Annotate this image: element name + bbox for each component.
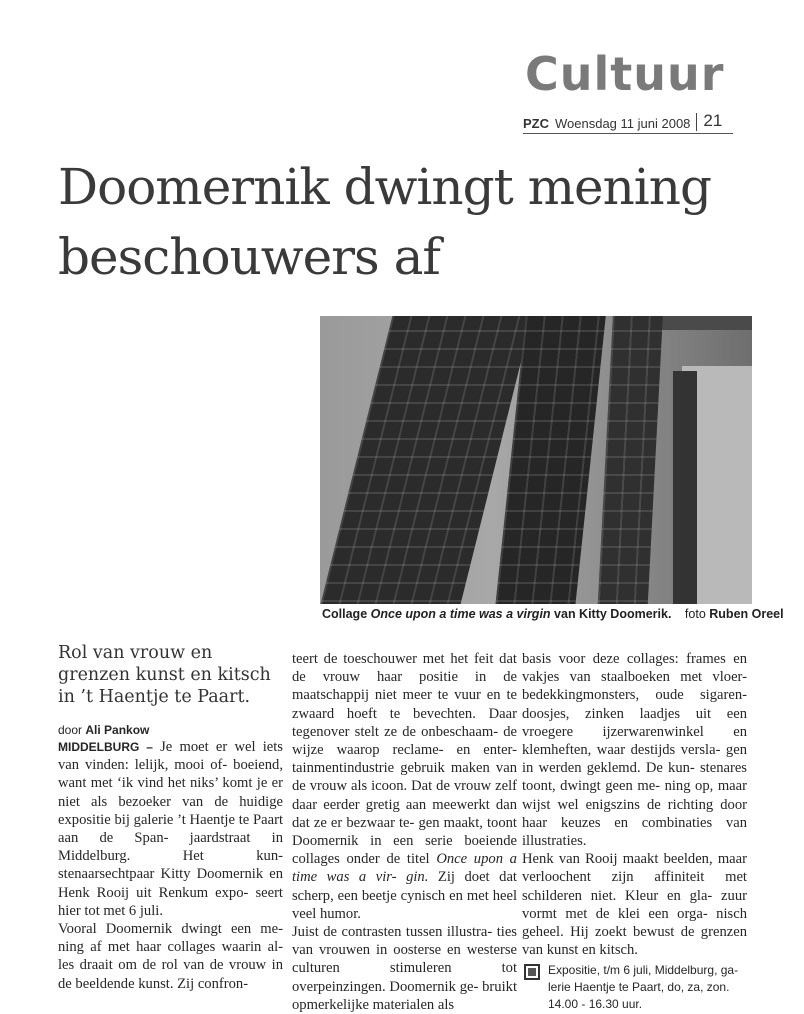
dateline-city: MIDDELBURG – xyxy=(58,740,153,754)
photo-credit-label: foto xyxy=(684,607,706,621)
caption-prefix: Collage xyxy=(322,607,368,621)
byline-author: Ali Pankow xyxy=(85,723,150,737)
paragraph: basis voor deze collages: frames en vakjes van staalboeken met vloer- bedekkingmonsters, oude sigaren- doosjes, zinken laadjes uit een vroegere ijzerwarenwinkel en klemheften, waar destijds versla- gen in werden geklemd. De kun- stenares toont, dwingt geen me- ning op, maar wijst wel enigszins de richting door haar keuzes en combinaties van illustraties. xyxy=(522,651,747,850)
article-column-3 xyxy=(522,650,747,1013)
paragraph-text: Zij doet dat scherp, een beetje cynisch en met heel veel humor. xyxy=(292,869,517,922)
collage-series-title: Once upon a time was a vir- gin. xyxy=(292,851,517,886)
section-title: Cultuur xyxy=(525,47,725,101)
dateline-divider xyxy=(696,113,697,131)
article-column-2 xyxy=(292,650,517,1014)
headline xyxy=(58,152,758,292)
dateline xyxy=(523,111,733,134)
square-bullet-icon xyxy=(524,964,540,980)
article-column-1 xyxy=(58,640,283,993)
page-number: 21 xyxy=(703,111,723,130)
paper-name: PZC xyxy=(523,116,549,131)
paragraph: Vooral Doomernik dwingt een me- ning af met haar collages waarin al- les draait om de rol van de vrouw in de beeldende kunst. Zij confron- xyxy=(58,921,283,992)
byline xyxy=(58,722,283,738)
byline-prefix: door xyxy=(58,723,83,737)
photo-credit-name: Ruben Oreel xyxy=(709,607,784,621)
caption-suffix: van Kitty Doomerik. xyxy=(554,607,672,621)
article-subhead: Rol van vrouw en grenzen kunst en kitsch in ’t Haentje te Paart. xyxy=(58,643,271,707)
paragraph: Henk van Rooij maakt beelden, maar verloochent zijn affiniteit met schilderen niet. Kleur en gla- zuur vormt met de klei een orga- nisch geheel. Hij zoekt bewust de grenzen van kunst en kitsch. xyxy=(522,851,747,959)
headline-line-2: beschouwers af xyxy=(58,228,440,286)
paragraph xyxy=(292,650,517,923)
caption-title: Once upon a time was a virgin xyxy=(370,607,551,621)
paragraph-text: teert de toeschouwer met het feit dat de vrouw haar positie in de maatschappij niet meer te vuur en te zwaard hoeft te bevechten. Daar tegenover stelt ze de onbeschaam- de wijze waarop reclame- en enter- tainmentindustrie gebruik maken van de vrouw als icoon. Dat de vrouw zelf daar eerder gretig aan meewerkt dan dat ze er bezwaar te- gen maakt, toont Doomernik in een serie boeiende collages onder de titel xyxy=(292,651,517,868)
photo-caption xyxy=(322,607,784,621)
exhibition-info xyxy=(522,962,747,1013)
publication-date: Woensdag 11 juni 2008 xyxy=(555,116,691,131)
exhibition-info-text: Expositie, t/m 6 juli, Middelburg, ga- lerie Haentje te Paart, do, za, zon. 14.00 - 16.30 uur. xyxy=(548,963,739,1012)
photo-window-frame xyxy=(673,371,697,604)
article-photo xyxy=(320,316,752,604)
paragraph: Juist de contrasten tussen illustra- ties van vrouwen in oosterse en westerse culturen stimuleren tot overpeinzingen. Doomernik ge- bruikt opmerkelijke materialen als xyxy=(292,924,517,1013)
paragraph xyxy=(58,738,283,920)
headline-line-1: Doomernik dwingt mening xyxy=(58,158,711,216)
paragraph-text: Je moet er wel iets van vinden: lelijk, mooi of- boeiend, want met ‘ik vind het niks’ komt je er niet als bezoeker van de huidige expositie bij galerie ’t Haentje te Paart aan de Span- jaardstraat in Middelburg. Het kun- stenaarsechtpaar Kitty Doomernik en Henk Rooij uit Renkum expo- seert hier tot met 6 juli. xyxy=(58,739,283,919)
